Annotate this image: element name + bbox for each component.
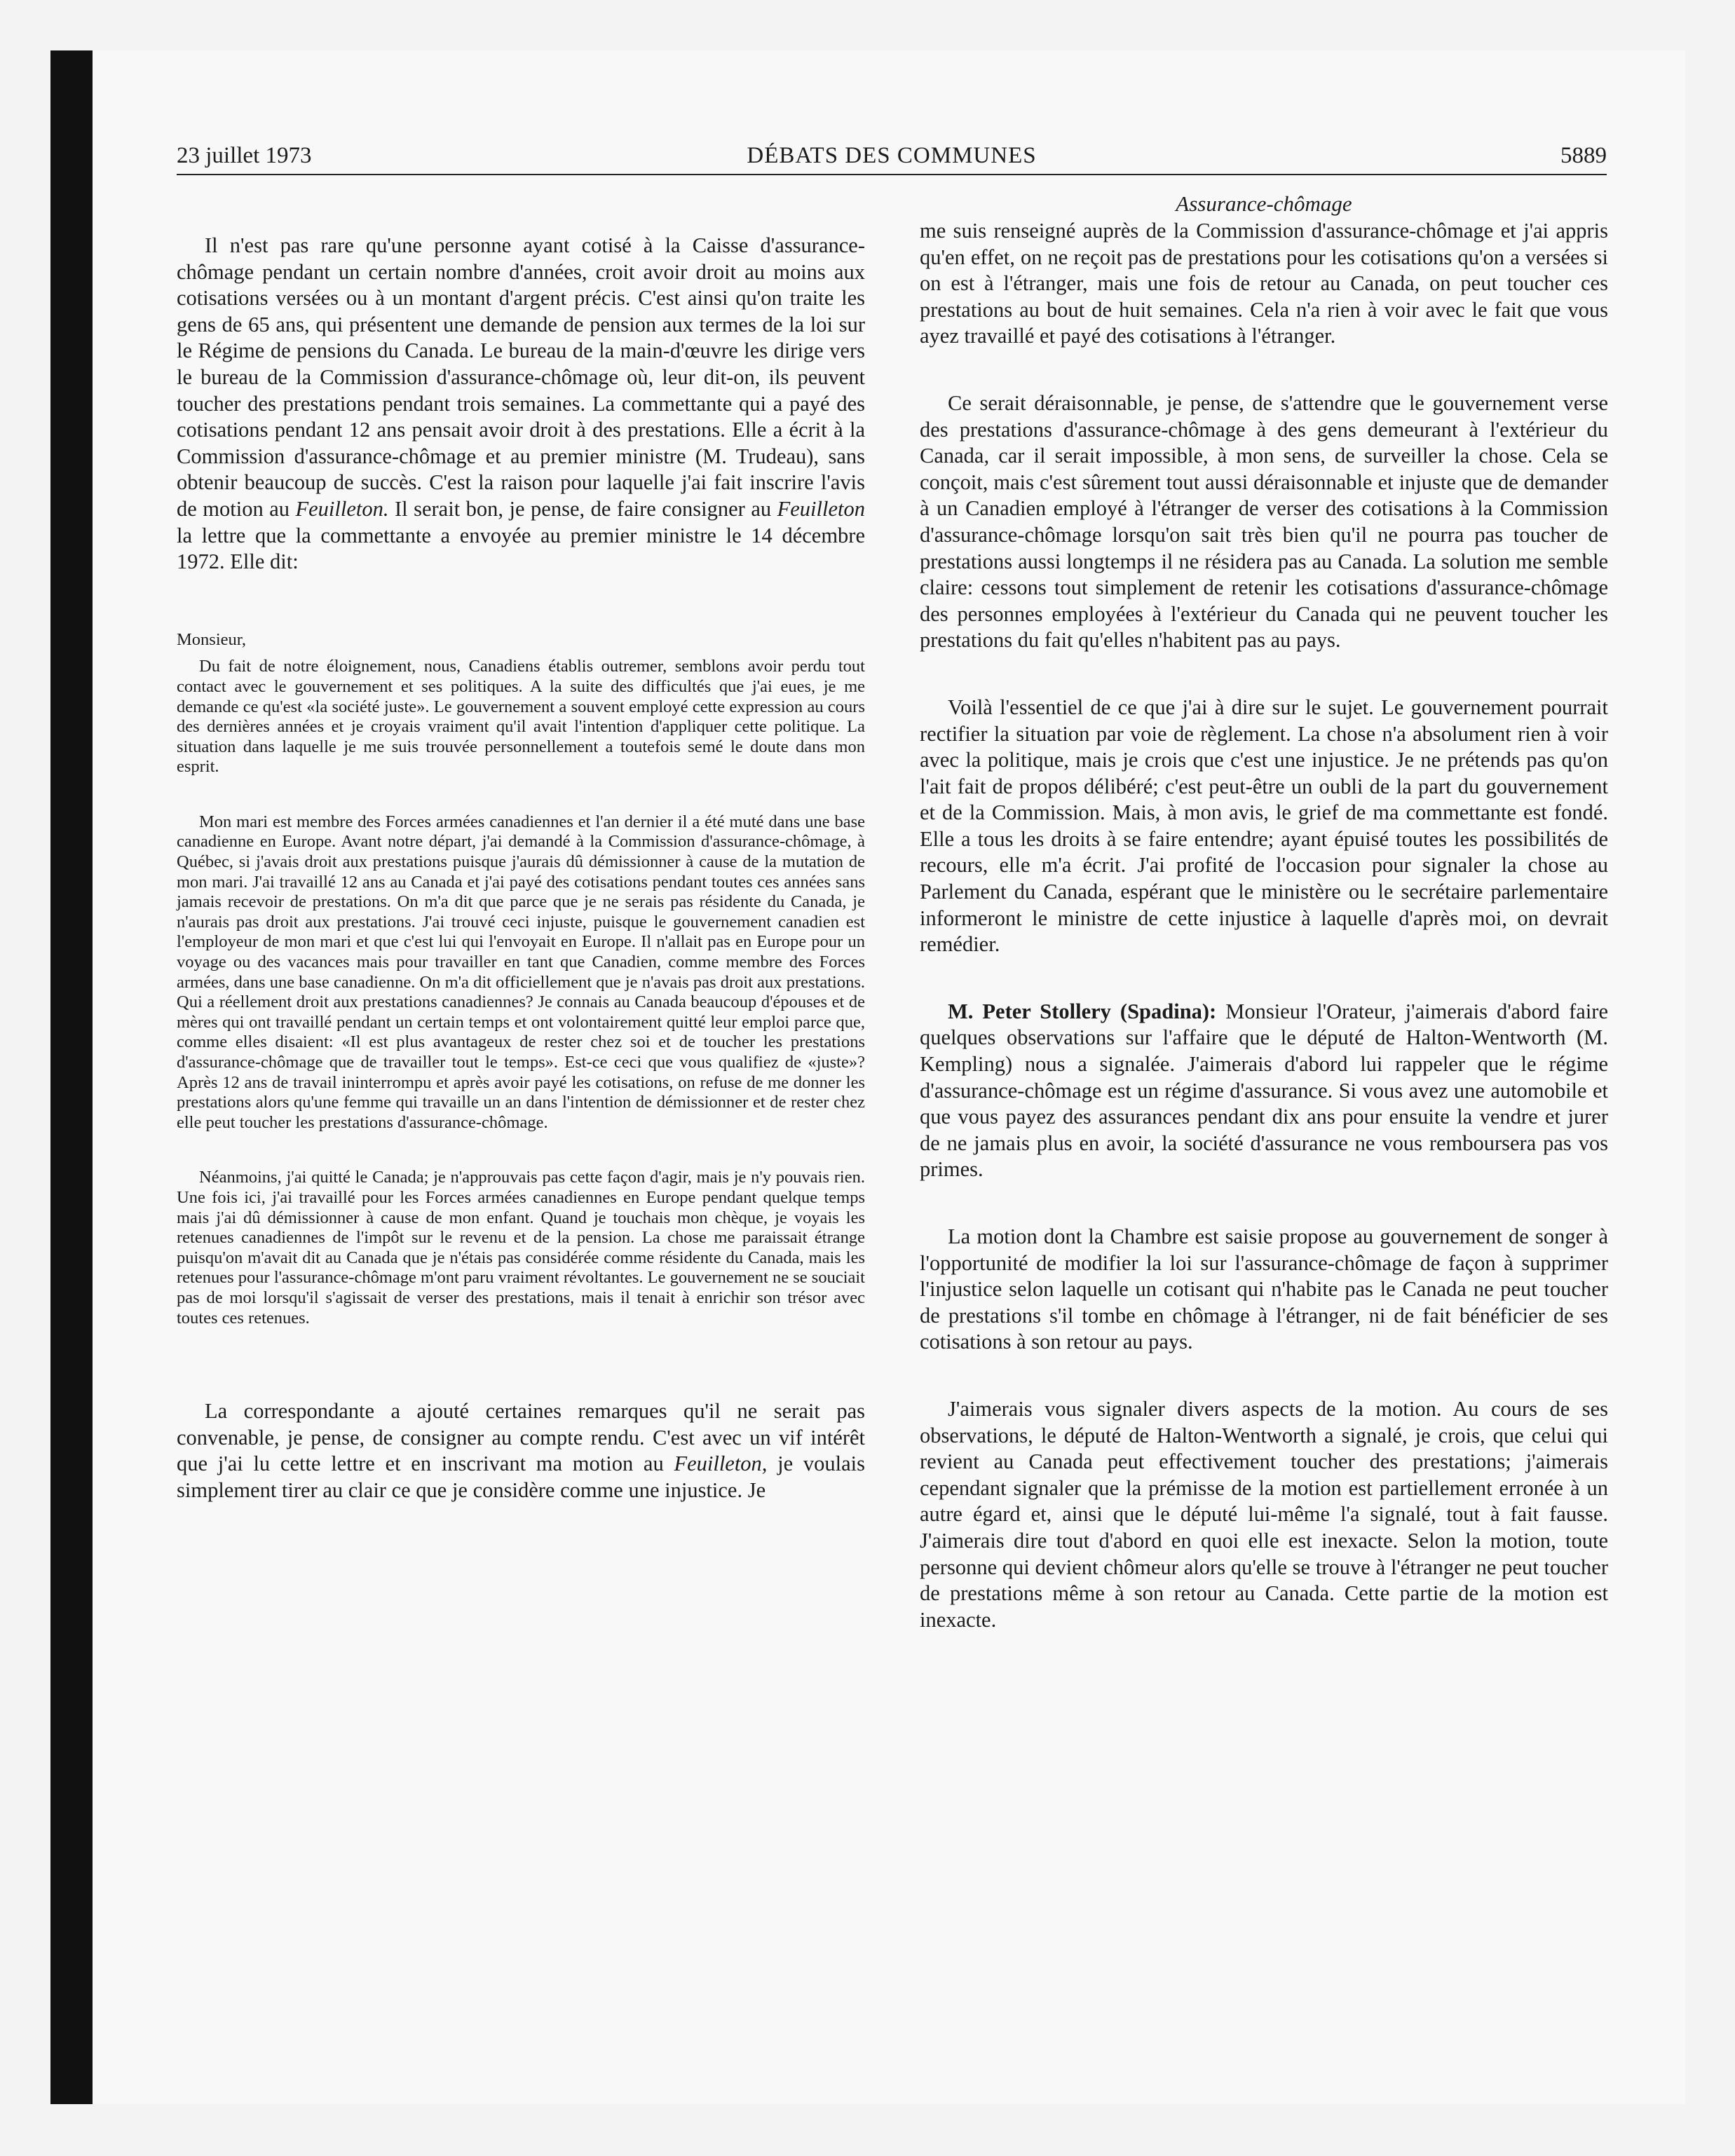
- paragraph: me suis renseigné auprès de la Commission d'assurance-chômage et j'ai appris qu'en effet, on ne reçoit pas de prestations pour les cotisations qu'on a versées si on est à l'étranger, mais une fois de retour au Canada, on peut toucher ces prestations au bout de huit semaines. Cela n'a rien à voir avec le fait que vous ayez travaillé et payé des cotisations à l'étranger.: [920, 219, 1608, 348]
- header-title: DÉBATS DES COMMUNES: [747, 143, 1037, 168]
- letter-salutation: Monsieur,: [177, 629, 247, 649]
- letter-paragraph: Du fait de notre éloignement, nous, Canadiens établis outremer, semblons avoir perdu tout contact avec le gouvernement et ses politiques. A la suite des difficultés que j'ai eues, je me demande ce qu'est «la société juste». Le gouvernement a souvent employé cette expression au cours des dernières années et je croyais vraiment qu'il avait l'intention d'appliquer cette politique. La situation dans laquelle je me suis trouvée personnellement a toutefois semé le doute dans mon esprit.: [177, 657, 865, 777]
- section-title: Assurance-chômage: [1176, 191, 1352, 216]
- paragraph: Il n'est pas rare qu'une personne ayant cotisé à la Caisse d'assurance-chômage pendant un certain nombre d'années, croit avoir droit au moins aux cotisations versées ou à un montant d'argent précis. C'est ainsi qu'on traite les gens de 65 ans, qui présentent une demande de pension aux termes de la loi sur le Régime de pensions du Canada. Le bureau de la main-d'œuvre les dirige vers le bureau de la Commission d'assurance-chômage où, leur dit-on, ils peuvent toucher des prestations pendant trois semaines. La commettante qui a payé des cotisations pendant 12 ans pensait avoir droit à des prestations. Elle a écrit à la Commission d'assurance-chômage et au premier ministre (M. Trudeau), sans obtenir beaucoup de succès. C'est la raison pour laquelle j'ai fait inscrire l'avis de motion au Feuilleton. Il serait bon, je pense, de faire consigner au Feuilleton la lettre que la commettante a envoyée au premier ministre le 14 décembre 1972. Elle dit:: [177, 233, 865, 574]
- left-column: [177, 191, 865, 1504]
- header-date: 23 juillet 1973: [177, 143, 312, 168]
- paragraph: J'aimerais vous signaler divers aspects de la motion. Au cours de ses observations, le député de Halton-Wentworth a signalé, je crois, que celui qui revient au Canada peut effectivement toucher des prestations; j'aimerais cependant signaler que la prémisse de la motion est partiellement erronée à un autre égard et, ainsi que le député lui-même l'a signalé, tout à fait fausse. J'aimerais dire tout d'abord en quoi elle est inexacte. Selon la motion, toute personne qui devient chômeur alors qu'elle se trouve à l'étranger ne peut toucher de prestations même à son retour au Canada. Cette partie de la motion est inexacte.: [920, 1396, 1608, 1632]
- paragraph: Ce serait déraisonnable, je pense, de s'attendre que le gouvernement verse des prestations d'assurance-chômage à des gens demeurant à l'extérieur du Canada, car il serait impossible, à mon sens, de surveiller la chose. Cela se conçoit, mais c'est sûrement tout aussi déraisonnable et injuste que de demander à un Canadien employé à l'étranger de verser des cotisations à la Commission d'assurance-chômage lorsqu'on sait très bien qu'il ne pourra pas toucher de prestations aussi longtemps il ne résidera pas au Canada. La solution me semble claire: cessons tout simplement de retenir les cotisations d'assurance-chômage des personnes employées à l'extérieur du Canada qui ne peuvent toucher les prestations du fait qu'elles n'habitent pas au pays.: [920, 390, 1608, 653]
- letter-paragraph: Mon mari est membre des Forces armées canadiennes et l'an dernier il a été muté dans une base canadienne en Europe. Avant notre départ, j'ai demandé à la Commission d'assurance-chômage, à Québec, si j'avais droit aux prestations puisque j'aurais dû démissionner à cause de la mutation de mon mari. J'ai travaillé 12 ans au Canada et j'ai payé des cotisations pendant toutes ces années sans jamais recevoir de prestations. On m'a dit que parce que je ne serais pas résidente du Canada, je n'aurais pas droit aux prestations. J'ai trouvé ceci injuste, puisque le gouvernement canadien est l'employeur de mon mari et que c'est lui qui l'envoyait en Europe. Il n'allait pas en Europe pour un voyage ou des vacances mais pour travailler en tant que Canadien, comme membre des Forces armées, dans une base canadienne. On m'a dit officiellement que je n'avais pas droit aux prestations. Qui a réellement droit aux prestations canadiennes? Je connais au Canada beaucoup d'épouses et de mères qui ont travaillé pendant un certain temps et ont volontairement quitté leur emploi parce que, comme elles disaient: «Il est plus avantageux de rester chez soi et de toucher les prestations d'assurance-chômage que de travailler tout le temps». Est-ce ceci que vous qualifiez de «juste»? Après 12 ans de travail ininterrompu et après avoir payé les cotisations, on refuse de me donner les prestations alors qu'une femme qui travaille un an dans l'intention de démissionner et de rester chez elle peut toucher les prestations d'assurance-chômage.: [177, 812, 865, 1132]
- right-column: [920, 191, 1608, 1633]
- paragraph: Voilà l'essentiel de ce que j'ai à dire sur le sujet. Le gouvernement pourrait rectifier la situation par voie de règlement. La chose n'a absolument rien à voir avec la politique, mais je crois que c'est une injustice. Je ne prétends pas qu'on l'ait fait de propos délibéré; c'est peut-être un oubli de la part du gouvernement et de la Commission. Mais, à mon avis, le grief de ma commettante est fondé. Elle a tous les droits à se faire entendre; ayant épuisé toutes les possibilités de recours, elle m'a écrit. J'ai profité de l'occasion pour signaler la chose au Parlement du Canada, espérant que le ministère ou le secrétaire parlementaire informeront le ministre de cette injustice à laquelle d'après moi, on devrait remédier.: [920, 695, 1608, 957]
- page-number: 5889: [1560, 143, 1607, 168]
- scan-edge: [50, 50, 93, 2104]
- page-header: [177, 139, 1607, 175]
- paragraph: La correspondante a ajouté certaines remarques qu'il ne serait pas convenable, je pense, de consigner au compte rendu. C'est avec un vif intérêt que j'ai lu cette lettre et en inscrivant ma motion au Feuilleton, je voulais simplement tirer au clair ce que je considère comme une injustice. Je: [177, 1399, 865, 1502]
- paragraph: M. Peter Stollery (Spadina): Monsieur l'Orateur, j'aimerais d'abord faire quelques observations sur l'affaire que le député de Halton-Wentworth (M. Kempling) nous a signalée. J'aimerais d'abord lui rappeler que le régime d'assurance-chômage est un régime d'assurance. Si vous avez une automobile et que vous payez des assurances pendant dix ans pour ensuite la vendre et jurer de ne jamais plus en avoir, la société d'assurance ne vous remboursera pas vos primes.: [920, 999, 1608, 1182]
- letter-paragraph: Néanmoins, j'ai quitté le Canada; je n'approuvais pas cette façon d'agir, mais je n'y pouvais rien. Une fois ici, j'ai travaillé pour les Forces armées canadiennes en Europe pendant quelque temps mais j'ai dû démissionner à cause de mon enfant. Quand je touchais mon chèque, je voyais les retenues canadiennes de l'impôt sur le revenu et de la pension. La chose me paraissait étrange puisqu'on m'avait dit au Canada que je n'étais pas considérée comme résidente du Canada, mais les retenues pour l'assurance-chômage m'ont paru vraiment révoltantes. Le gouvernement ne se souciait pas de moi lorsqu'il s'agissait de verser des prestations, mais il tenait à enrichir son trésor avec toutes ces retenues.: [177, 1168, 865, 1328]
- speaker-name: M. Peter Stollery (Spadina):: [948, 999, 1217, 1023]
- paragraph: La motion dont la Chambre est saisie propose au gouvernement de songer à l'opportunité de modifier la loi sur l'assurance-chômage de façon à supprimer l'injustice selon laquelle un cotisant qui n'habite pas le Canada ne peut toucher de prestations s'il tombe en chômage à l'étranger, ni de fait bénéficier de ses cotisations à son retour au pays.: [920, 1224, 1608, 1354]
